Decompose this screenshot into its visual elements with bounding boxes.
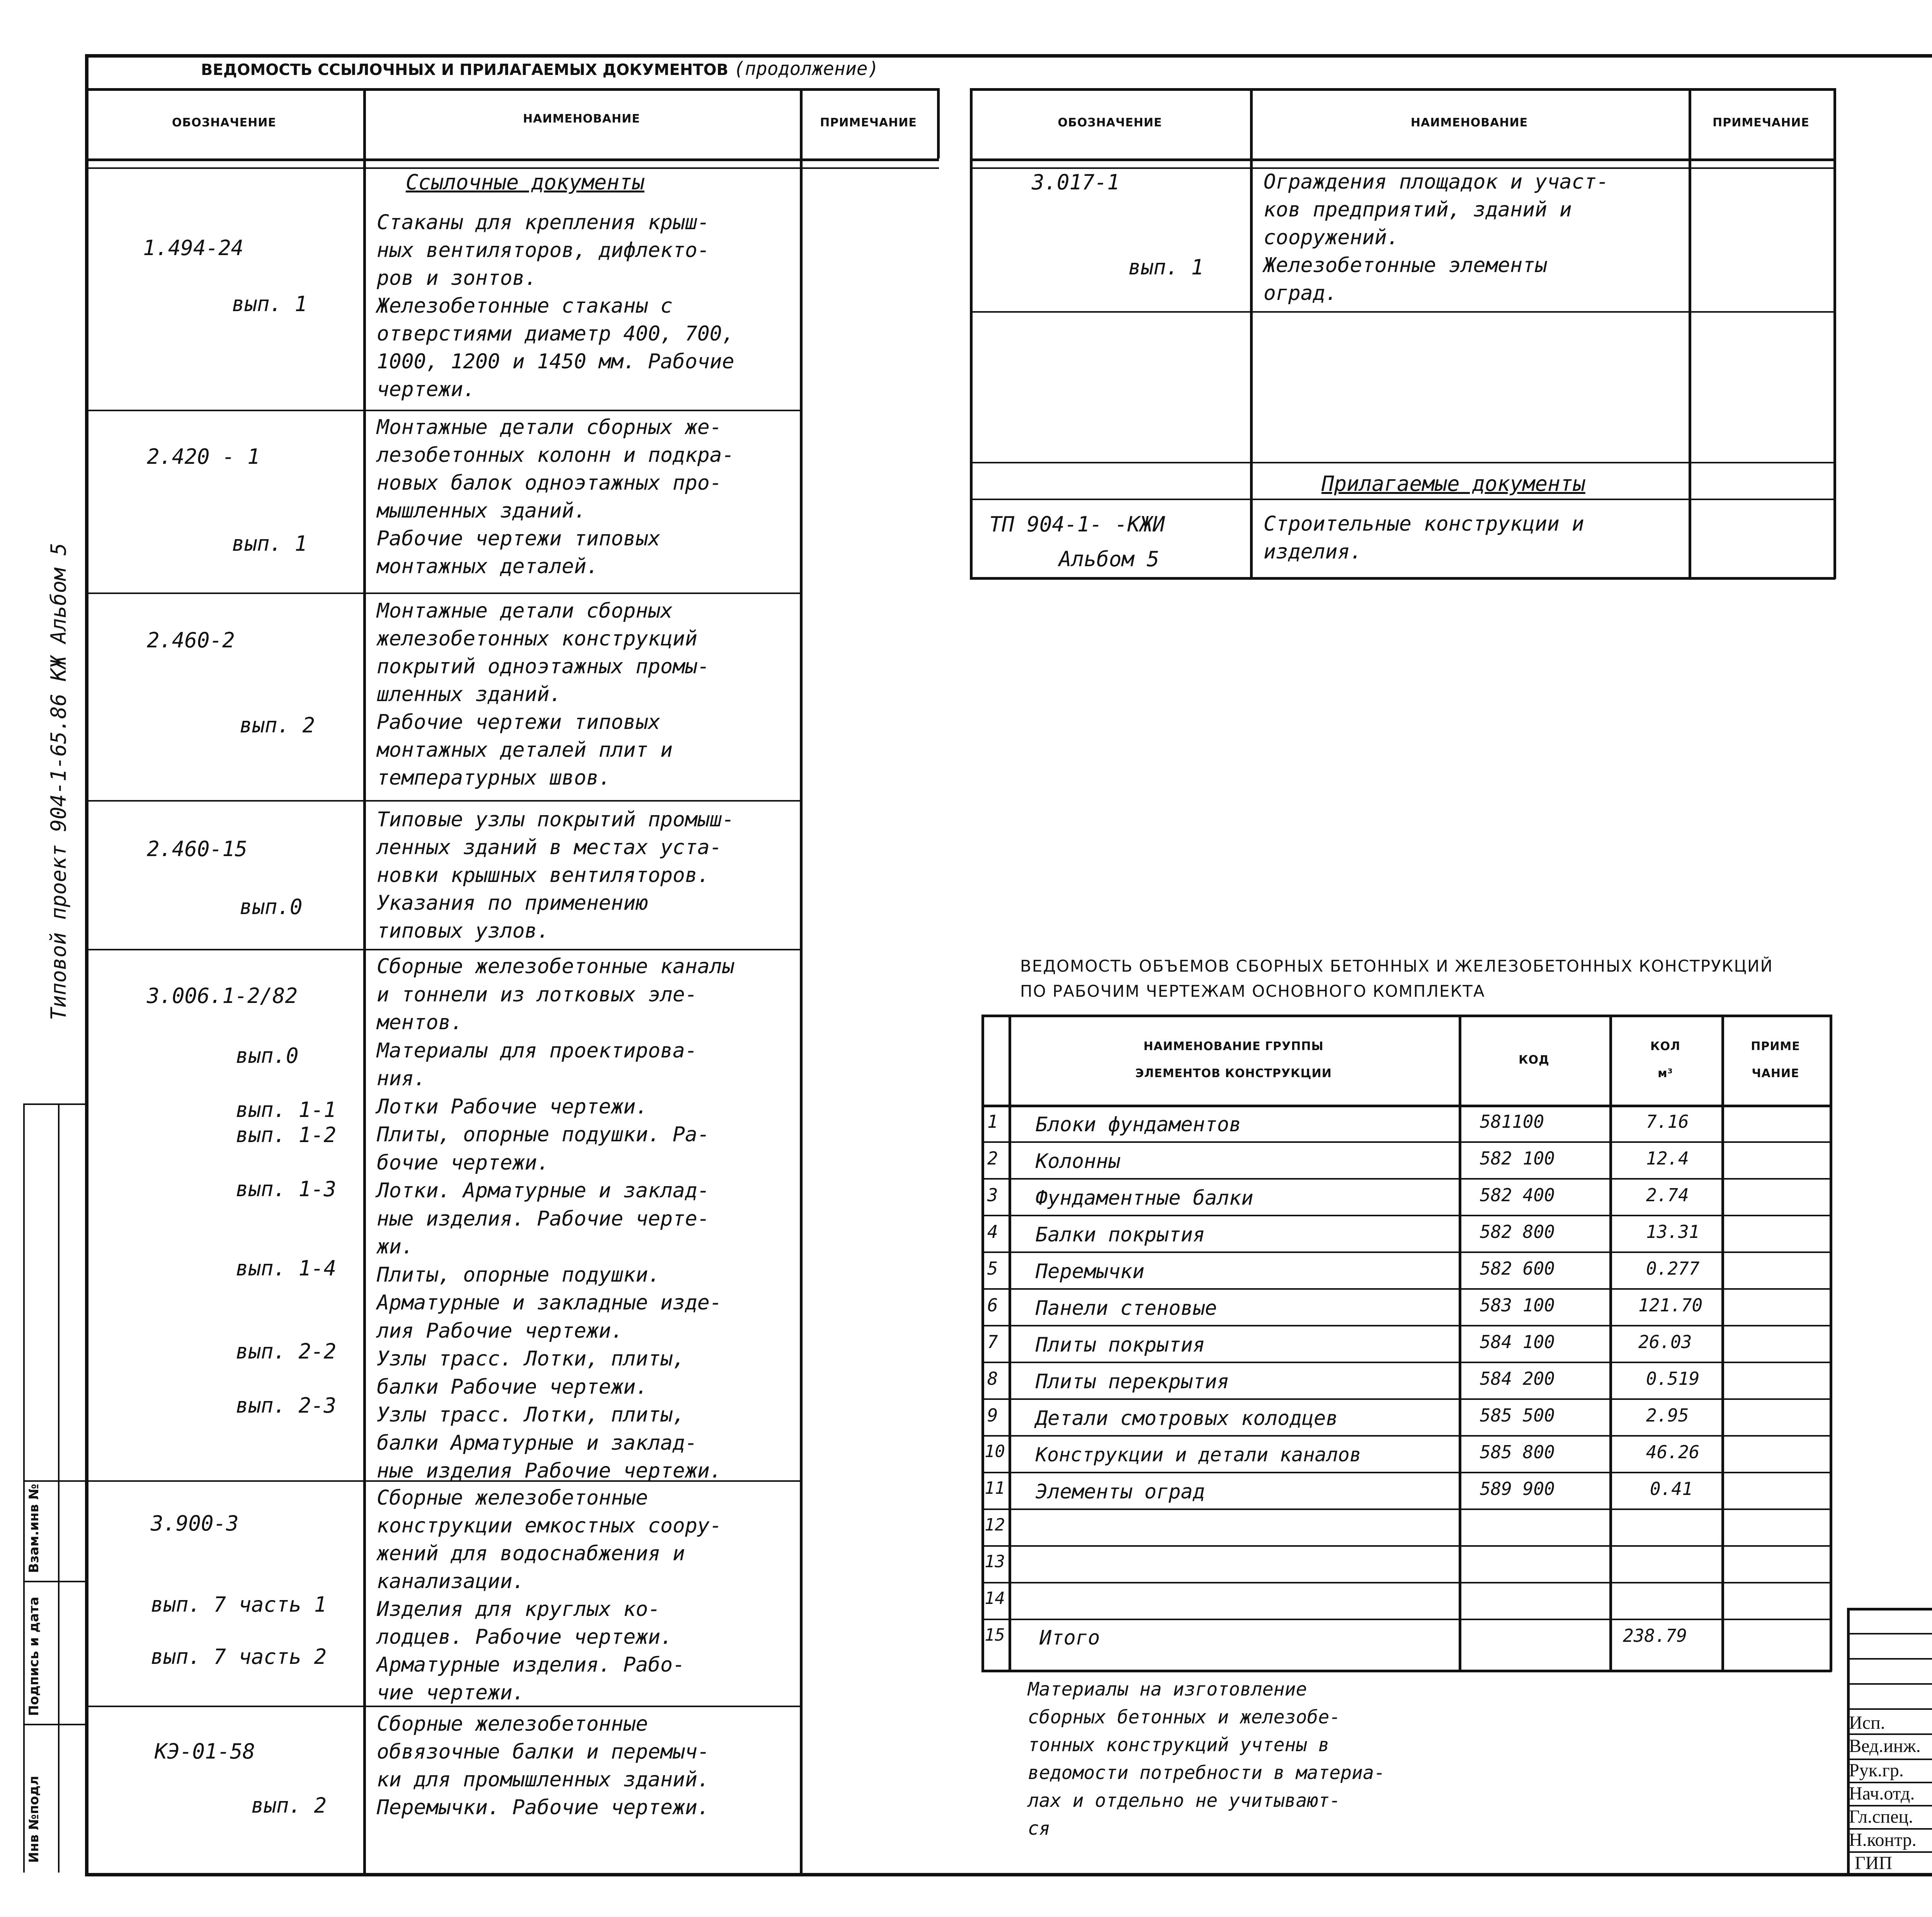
row-name: Фундаментные балки (1036, 1187, 1253, 1210)
right-header-name: НАИМЕНОВАНИЕ (1410, 116, 1528, 129)
row-qty: 0.277 (1646, 1258, 1700, 1279)
page-title-main: ВЕДОМОСТЬ ССЫЛОЧНЫХ И ПРИЛАГАЕМЫХ ДОКУМЕНТОВ (201, 61, 728, 79)
right-section-title: Прилагаемые документы (1321, 472, 1585, 496)
right-doc-code-2: ТП 904-1- -КЖИ (989, 512, 1165, 536)
row-number: 15 (985, 1625, 1005, 1645)
doc-sub-5-4: вып. 1-4 (236, 1256, 337, 1280)
row-number: 2 (987, 1148, 998, 1169)
doc-code-7: КЭ-01-58 (155, 1739, 255, 1764)
row-number: 7 (987, 1331, 998, 1352)
right-doc-issue-1: вып. 1 (1128, 255, 1204, 279)
row-name: Балки покрытия (1036, 1223, 1205, 1246)
row-qty: 12.4 (1646, 1148, 1689, 1169)
sidebar-label-sign: Подпись и дата (26, 1597, 42, 1716)
doc-sub-5-2: вып. 1-2 (236, 1123, 337, 1147)
doc-code-4: 2.460-15 (147, 837, 248, 861)
row-code: 585 500 (1480, 1405, 1555, 1426)
volume-header-name-1: НАИМЕНОВАНИЕ ГРУППЫ (1143, 1040, 1324, 1053)
doc-sub-5-0: вып.0 (236, 1044, 299, 1068)
right-doc-text-1: Ограждения площадок и участ- ков предприятий, зданий и сооружений. Железобетонные элементы оград. (1264, 170, 1609, 305)
role-3: Рук.гр. (1849, 1760, 1904, 1781)
left-section-title: Ссылочные документы (406, 170, 645, 194)
row-number: 12 (985, 1515, 1005, 1535)
row-qty: 7.16 (1646, 1111, 1689, 1132)
row-name: Детали смотровых колодцев (1036, 1407, 1338, 1430)
doc-text-4: Типовые узлы покрытий промыш- ленных зданий в местах уста- новки крышных вентиляторов. Указания по применению типовых узлов. (377, 808, 735, 943)
row-name: Конструкции и детали каналов (1036, 1444, 1361, 1466)
row-name: Плиты покрытия (1036, 1333, 1205, 1357)
row-name: Панели стеновые (1036, 1297, 1217, 1320)
role-2: Вед.инж. (1849, 1736, 1921, 1756)
doc-text-3: Монтажные детали сборных железобетонных конструкций покрытий одноэтажных промы- шленных зданий. Рабочие чертежи типовых монтажных деталей плит и температурных швов. (377, 599, 710, 790)
volume-header-qty-1: КОЛ (1650, 1040, 1680, 1053)
row-number: 10 (985, 1442, 1005, 1461)
volume-header-qty-2: м³ (1658, 1067, 1673, 1080)
doc-issue-7: вып. 2 (251, 1793, 327, 1818)
doc-issue-1: вып. 1 (232, 292, 308, 316)
doc-issue-4: вып.0 (240, 895, 303, 919)
row-number: 1 (987, 1111, 998, 1132)
row-code: 585 800 (1480, 1442, 1555, 1462)
sidebar-label-replace: Взам.инв № (26, 1484, 42, 1573)
row-code: 584 100 (1480, 1331, 1555, 1352)
row-number: 13 (985, 1552, 1005, 1571)
row-number: 9 (987, 1405, 998, 1426)
doc-code-5: 3.006.1-2/82 (147, 984, 298, 1008)
role-1: Исп. (1849, 1713, 1885, 1733)
row-code: 582 600 (1480, 1258, 1555, 1279)
row-code: 582 100 (1480, 1148, 1555, 1169)
page-title (201, 58, 879, 80)
row-qty: 0.519 (1646, 1368, 1700, 1389)
row-number: 11 (985, 1478, 1005, 1498)
doc-sub-5-6: вып. 2-3 (236, 1393, 337, 1418)
row-number: 3 (987, 1185, 998, 1205)
volume-title-line2: ПО РАБОЧИМ ЧЕРТЕЖАМ ОСНОВНОГО КОМПЛЕКТА (1020, 982, 1485, 1001)
doc-issue-2: вып. 1 (232, 531, 308, 556)
row-qty: 13.31 (1646, 1221, 1700, 1242)
right-doc-text-2: Строительные конструкции и изделия. (1264, 512, 1584, 564)
row-code: 583 100 (1480, 1295, 1555, 1316)
volume-header-code: КОД (1519, 1053, 1549, 1067)
right-doc-code-1: 3.017-1 (1032, 170, 1120, 194)
row-number: 4 (987, 1221, 998, 1242)
row-name: Элементы оград (1036, 1480, 1205, 1503)
row-code: 582 800 (1480, 1221, 1555, 1242)
row-name: Блоки фундаментов (1036, 1113, 1242, 1136)
row-number: 6 (987, 1295, 998, 1316)
right-header-designation: ОБОЗНАЧЕНИЕ (1058, 116, 1162, 129)
row-qty: 2.74 (1646, 1185, 1689, 1205)
doc-code-1: 1.494-24 (143, 236, 244, 260)
row-code: 582 400 (1480, 1185, 1555, 1205)
row-code: 589 900 (1480, 1478, 1555, 1499)
row-qty-total: 238.79 (1623, 1625, 1687, 1646)
row-name: Плиты перекрытия (1036, 1370, 1229, 1393)
volume-title-line1: ВЕДОМОСТЬ ОБЪЕМОВ СБОРНЫХ БЕТОННЫХ И ЖЕЛЕЗОБЕТОННЫХ КОНСТРУКЦИЙ (1020, 957, 1773, 976)
doc-issue-3: вып. 2 (240, 713, 315, 737)
row-number: 14 (985, 1588, 1005, 1608)
row-code: 581100 (1480, 1111, 1544, 1132)
row-qty: 26.03 (1638, 1331, 1692, 1352)
right-header-note: ПРИМЕЧАНИЕ (1713, 116, 1810, 129)
doc-text-2: Монтажные детали сборных же- лезобетонных колонн и подкра- новых балок одноэтажных про- мышленных зданий. Рабочие чертежи типовых монтажных деталей. (377, 415, 735, 578)
sidebar-label-inv: Инв №подл (26, 1776, 42, 1863)
doc-code-3: 2.460-2 (147, 628, 235, 652)
row-name: Колонны (1036, 1150, 1121, 1173)
role-6: Н.контр. (1849, 1830, 1917, 1850)
row-qty: 2.95 (1646, 1405, 1689, 1426)
doc-sub-5-1: вып. 1-1 (236, 1098, 337, 1122)
row-code: 584 200 (1480, 1368, 1555, 1389)
row-qty: 46.26 (1646, 1442, 1700, 1462)
right-doc-issue-2: Альбом 5 (1059, 547, 1160, 571)
left-header-designation: ОБОЗНАЧЕНИЕ (172, 116, 276, 129)
doc-sub-6-1: вып. 7 часть 2 (151, 1645, 327, 1669)
page-title-continuation: (продолжение) (733, 58, 879, 80)
row-qty: 0.41 (1650, 1478, 1693, 1499)
doc-text-1: Стаканы для крепления крыш- ных вентиляторов, дифлекто- ров и зонтов. Железобетонные стаканы с отверстиями диаметр 400, 700, 1000, 1200 и 1450 мм. Рабочие чертежи. (377, 211, 735, 401)
doc-sub-6-0: вып. 7 часть 1 (151, 1592, 327, 1617)
doc-code-6: 3.900-3 (151, 1511, 239, 1536)
volume-footnote: Материалы на изготовление сборных бетонных и железобе- тонных конструкций учтены в ведомости потребности в материа- лах и отдельно не учитывают- ся (1028, 1679, 1385, 1839)
sidebar-project-text: Типовой проект 904-1-65.86 КЖ Альбом 5 (46, 543, 71, 1020)
doc-sub-5-5: вып. 2-2 (236, 1339, 337, 1364)
row-name-total: Итого (1039, 1626, 1100, 1650)
volume-header-note-2: ЧАНИЕ (1752, 1067, 1799, 1080)
role-7: ГИП (1855, 1853, 1893, 1873)
volume-header-name-2: ЭЛЕМЕНТОВ КОНСТРУКЦИИ (1135, 1067, 1332, 1080)
row-qty: 121.70 (1638, 1295, 1703, 1316)
volume-header-note-1: ПРИМЕ (1751, 1040, 1800, 1053)
role-5: Гл.спец. (1849, 1806, 1913, 1827)
doc-text-7: Сборные железобетонные обвязочные балки и перемыч- ки для промышленных зданий. Перемычки. Рабочие чертежи. (377, 1712, 710, 1819)
doc-text-5: Сборные железобетонные каналы и тоннели из лотковых эле- ментов. Материалы для проектирова- ния. Лотки Рабочие чертежи. Плиты, опорные подушки. Ра- бочие чертежи. Лотки. Арматурные и заклад- ные изделия. Рабочие черте- жи. Плиты, опорные подушки. Арматурные и закладные изде- лия Рабочие чертежи. Узлы трасс. Лотки, плиты, балки Рабочие чертежи. Узлы трасс. Лотки, плиты, балки Арматурные и заклад- ные изделия Рабочие чертежи. (377, 955, 735, 1483)
row-number: 8 (987, 1368, 998, 1389)
doc-code-2: 2.420 - 1 (147, 444, 260, 469)
row-number: 5 (987, 1258, 998, 1279)
row-name: Перемычки (1036, 1260, 1145, 1283)
left-header-note: ПРИМЕЧАНИЕ (820, 116, 917, 129)
role-4: Нач.отд. (1849, 1783, 1915, 1804)
doc-text-6: Сборные железобетонные конструкции емкостных соору- жений для водоснабжения и канализации. Изделия для круглых ко- лодцев. Рабочие чертежи. Арматурные изделия. Рабо- чие чертежи. (377, 1486, 722, 1704)
left-header-name: НАИМЕНОВАНИЕ (523, 112, 640, 126)
doc-sub-5-3: вып. 1-3 (236, 1177, 337, 1201)
